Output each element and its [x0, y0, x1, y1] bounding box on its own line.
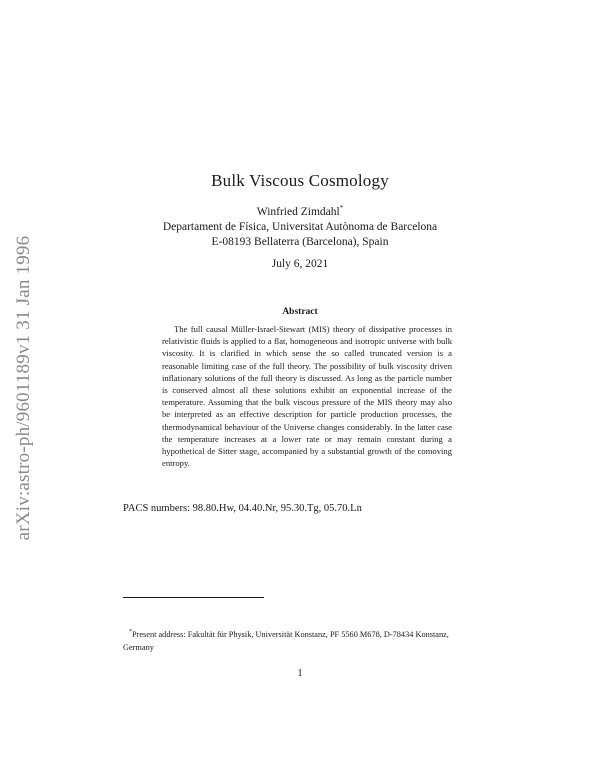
paper-title: Bulk Viscous Cosmology: [211, 171, 389, 190]
arxiv-sidebar-stamp: arXiv:astro-ph/9601189v1 31 Jan 1996: [13, 235, 34, 541]
author-block: [0, 205, 600, 250]
author-line: [0, 205, 600, 220]
affiliation-line-1: Departament de Física, Universitat Autònoma de Barcelona: [162, 221, 438, 233]
footnote: [123, 628, 479, 654]
abstract-body: The full causal Müller-Israel-Stewart (MIS) theory of dissipative processes in relativistic fluids is applied to a flat, homogeneous and isotropic universe with bulk viscosity. It is clarified in which sense the so called truncated version is a reasonable limiting case of the full theory. The possibility of bulk viscosity driven inflationary solutions of the full theory is discussed. As long as the particle number is conserved almost all these solutions exhibit an exponential increase of the temperature. Assuming that the bulk viscous pressure of the MIS theory may also be interpreted as an effective description for particle production processes, the thermodynamical behaviour of the Universe changes considerably. In the latter case the temperature increases at a lower rate or may remain constant during a hypothetical de Sitter stage, accompanied by a substantial growth of the comoving entropy.: [162, 324, 452, 469]
footnote-text: Present address: Fakultät für Physik, Universität Konstanz, PF 5560 M678, D-78434 Konstanz, Germany: [123, 630, 449, 652]
affiliation-line-2: E-08193 Bellaterra (Barcelona), Spain: [211, 236, 389, 248]
pacs-numbers: PACS numbers: 98.80.Hw, 04.40.Nr, 95.30.Tg, 05.70.Ln: [123, 503, 362, 514]
footnote-mark: *: [129, 629, 132, 636]
page-number: 1: [297, 668, 303, 679]
author-footnote-mark: *: [339, 204, 344, 213]
paper-date: July 6, 2021: [271, 258, 329, 270]
footnote-rule: [123, 597, 264, 598]
author-name: Winfried Zimdahl: [256, 206, 340, 218]
abstract-heading: Abstract: [282, 307, 318, 317]
